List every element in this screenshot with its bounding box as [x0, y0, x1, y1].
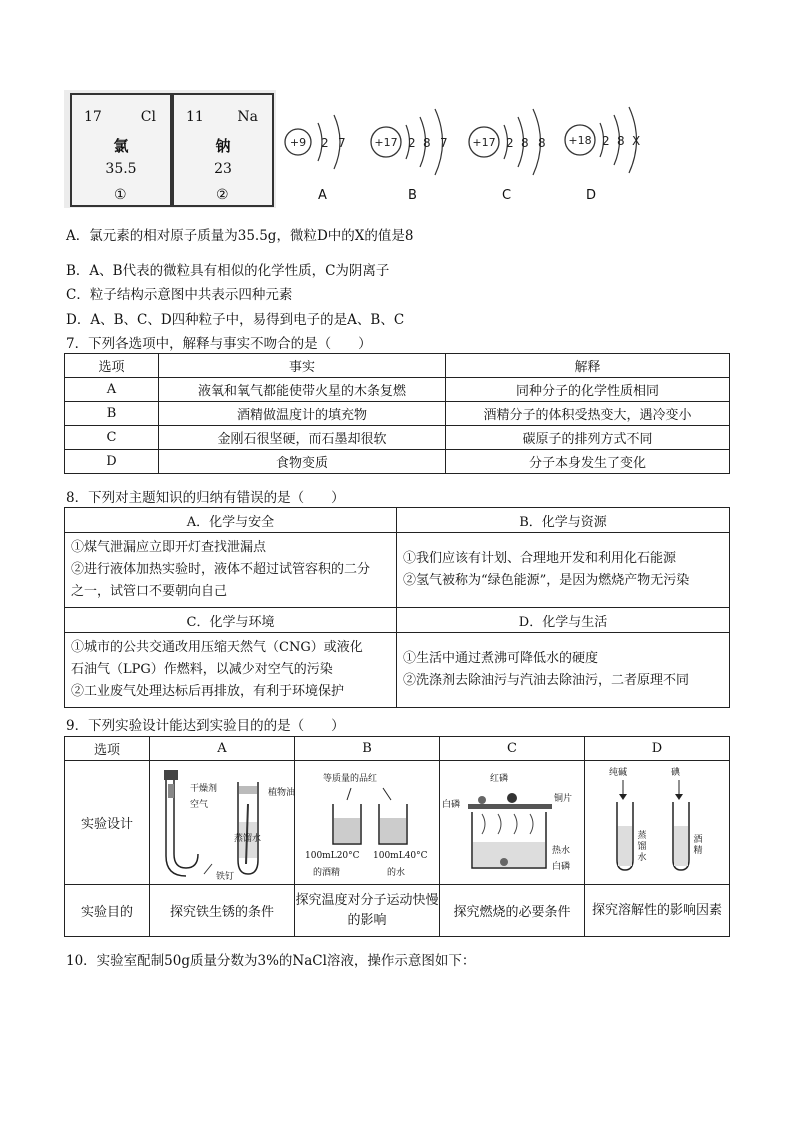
diagram-label: 100mL40°C — [373, 851, 428, 861]
diagram-label: 空气 — [190, 800, 209, 810]
diagram-label: 蒸馏水 — [637, 831, 647, 863]
q6-option-c: C．粒子结构示意图中共表示四种元素 — [66, 287, 293, 303]
shell-count: 2 — [602, 134, 610, 148]
theme-title-a: A．化学与安全 — [65, 508, 397, 533]
element-symbol: Na — [237, 109, 258, 125]
theme-line: ②氢气被称为“绿色能源”，是因为燃烧产物无污染 — [403, 573, 690, 588]
diagram-label: 热水 — [552, 846, 571, 856]
diagram-label: 植物油 — [268, 788, 296, 798]
q6-option-b: B．A、B代表的微粒具有相似的化学性质，C为阴离子 — [66, 263, 390, 279]
column-header: D — [585, 737, 730, 761]
table-row — [65, 378, 730, 402]
theme-body-a — [65, 533, 397, 608]
shell-count: 7 — [440, 136, 448, 150]
column-header: B — [295, 737, 440, 761]
shell-count: X — [632, 134, 641, 148]
column-header: 选项 — [65, 737, 150, 761]
q8-table — [64, 507, 730, 708]
goal-cell-b: 探究温度对分子运动快慢的影响 — [295, 885, 440, 937]
theme-line: ①我们应该有计划、合理地开发和利用化石能源 — [403, 551, 677, 566]
diagram-label: 红磷 — [490, 774, 509, 784]
theme-line: ②洗涤剂去除油污与汽油去除油污，二者原理不同 — [403, 673, 690, 688]
atom-c — [469, 109, 546, 175]
table-cell: 酒精做温度计的填充物 — [159, 402, 446, 426]
shell-count: 2 — [408, 136, 416, 150]
row-label-goal: 实验目的 — [65, 885, 150, 937]
nucleus-label: +17 — [472, 136, 496, 149]
goal-cell-a: 探究铁生锈的条件 — [150, 885, 295, 937]
nucleus-label: +17 — [374, 136, 398, 149]
goal-cell-d: 探究溶解性的影响因素 — [585, 885, 730, 937]
element-name: 氯 — [113, 137, 129, 155]
q9-stem: 9．下列实验设计能达到实验目的的是（ ） — [66, 718, 345, 734]
theme-body-c — [65, 633, 397, 708]
table-cell: 液氧和氧气都能使带火星的木条复燃 — [159, 378, 446, 402]
table-cell: 碳原子的排列方式不同 — [446, 426, 730, 450]
nucleus-label: +9 — [289, 136, 307, 149]
diagram-label: 干燥剂 — [190, 784, 218, 794]
diagram-label: 等质量的品红 — [323, 774, 378, 784]
shell-count: 2 — [321, 136, 329, 150]
atomic-number: 17 — [84, 109, 102, 125]
theme-body-b — [397, 533, 730, 608]
shell-count: 8 — [617, 134, 625, 148]
diagram-cell-a — [150, 761, 295, 885]
theme-line: ②进行液体加热实验时，液体不超过试管容积的二分 — [71, 562, 371, 577]
theme-line: 之一，试管口不要朝向自己 — [71, 584, 228, 599]
atomic-mass: 35.5 — [105, 161, 137, 177]
column-header: 选项 — [65, 354, 159, 378]
theme-line: ①城市的公共交通改用压缩天然气（CNG）或液化 — [71, 640, 363, 655]
diagram-label: 碘 — [671, 768, 681, 778]
atom-label-c: C — [502, 188, 512, 203]
shell-count: 8 — [538, 136, 546, 150]
atom-a — [285, 115, 346, 169]
diagram-label: 100mL20°C — [305, 851, 360, 861]
atom-label-b: B — [408, 188, 417, 203]
element-symbol: Cl — [140, 109, 156, 125]
table-cell: C — [65, 426, 159, 450]
column-header: 事实 — [159, 354, 446, 378]
diagram-cell-b — [295, 761, 440, 885]
atom-d — [565, 107, 640, 173]
table-cell: 酒精分子的体积受热变大，遇冷变小 — [446, 402, 730, 426]
diagram-cell-d — [585, 761, 730, 885]
card-label-2: ② — [216, 187, 229, 203]
diagram-label: 白磷 — [552, 862, 571, 872]
shell-count: 7 — [338, 136, 346, 150]
q8-stem: 8．下列对主题知识的归纳有错误的是（ ） — [66, 490, 345, 506]
theme-title-b: B．化学与资源 — [397, 508, 730, 533]
table-cell: 金刚石很坚硬，而石墨却很软 — [159, 426, 446, 450]
q6-option-a: A．氯元素的相对原子质量为35.5g，微粒D中的X的值是8 — [66, 228, 414, 244]
diagram-label: 酒精 — [693, 835, 703, 856]
theme-body-d — [397, 633, 730, 708]
table-header-row — [65, 354, 730, 378]
table-cell: A — [65, 378, 159, 402]
table-row — [65, 426, 730, 450]
element-name: 钠 — [215, 137, 231, 155]
q6-option-d: D．A、B、C、D四种粒子中，易得到电子的是A、B、C — [66, 312, 405, 328]
column-header: 解释 — [446, 354, 730, 378]
diagram-label: 纯碱 — [609, 768, 628, 778]
diagram-label: 铁钉 — [216, 872, 235, 882]
theme-line: ①生活中通过煮沸可降低水的硬度 — [403, 651, 599, 666]
atomic-mass: 23 — [214, 161, 232, 177]
atom-label-a: A — [318, 188, 327, 203]
table-row — [65, 402, 730, 426]
goal-cell-c: 探究燃烧的必要条件 — [440, 885, 585, 937]
table-cell: B — [65, 402, 159, 426]
row-label-design: 实验设计 — [65, 761, 150, 885]
q7-stem: 7．下列各选项中，解释与事实不吻合的是（ ） — [66, 336, 372, 352]
diagram-cell-c — [440, 761, 585, 885]
table-cell: 同种分子的化学性质相同 — [446, 378, 730, 402]
column-header: C — [440, 737, 585, 761]
table-cell: D — [65, 450, 159, 474]
column-header: A — [150, 737, 295, 761]
theme-line: ①煤气泄漏应立即开灯查找泄漏点 — [71, 540, 267, 555]
diagram-d — [587, 764, 727, 882]
theme-line: ②工业废气处理达标后再排放，有利于环境保护 — [71, 684, 345, 699]
shell-count: 8 — [521, 136, 529, 150]
shell-count: 8 — [423, 136, 431, 150]
shell-count: 2 — [506, 136, 514, 150]
atom-b — [371, 109, 448, 175]
table-cell: 食物变质 — [159, 450, 446, 474]
q10-stem: 10．实验室配制50g质量分数为3%的NaCl溶液，操作示意图如下： — [66, 953, 476, 969]
diagram-label: 蒸馏水 — [234, 834, 262, 844]
diagram-label: 的酒精 — [313, 868, 341, 878]
diagram-a — [152, 764, 292, 882]
card-label-1: ① — [114, 187, 127, 203]
diagram-label: 白磷 — [442, 800, 461, 810]
nucleus-label: +18 — [568, 134, 592, 147]
atomic-number: 11 — [186, 109, 204, 125]
diagram-label: 的水 — [387, 868, 406, 878]
theme-line: 石油气（LPG）作燃料，以减少对空气的污染 — [71, 662, 333, 677]
theme-title-d: D．化学与生活 — [397, 608, 730, 633]
table-cell: 分子本身发生了变化 — [446, 450, 730, 474]
q9-table — [64, 736, 730, 937]
atom-label-d: D — [586, 188, 597, 203]
table-row — [65, 450, 730, 474]
diagram-label: 铜片 — [554, 794, 573, 804]
theme-title-c: C．化学与环境 — [65, 608, 397, 633]
q7-table — [64, 353, 730, 474]
atom-structure-diagrams — [280, 95, 670, 185]
